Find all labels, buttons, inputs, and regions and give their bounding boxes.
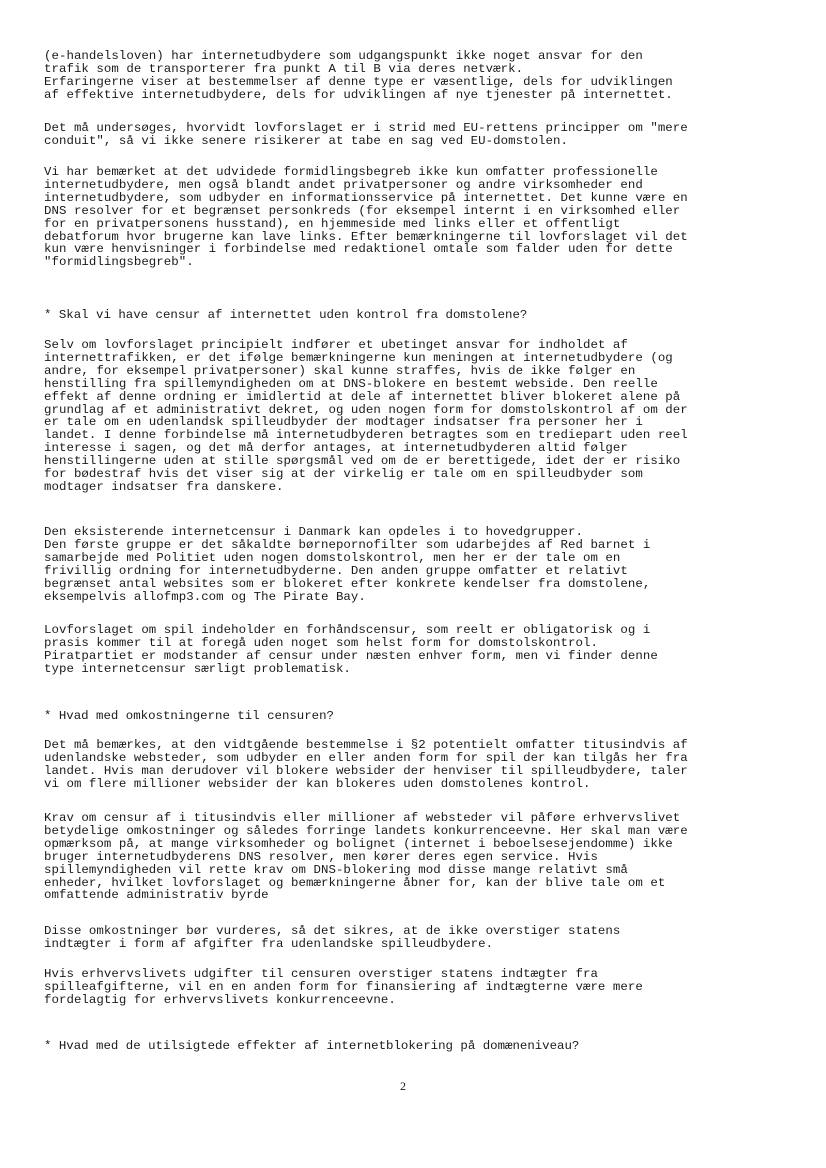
page-number: 2 — [400, 1079, 406, 1093]
paragraph-ubetinget-ansvar: Selv om lovforslaget principielt indfører et ubetinget ansvar for indholdet af internettrafikken, er det ifølge bemærkningerne kun meningen at internetudbydere (og andre, for eksempel privatpersoner) skal kunne straffes, hvis de ikke følger en henstilling fra spillemyndigheden om at DNS-blokere en bestemt webside. Den reelle effekt af denne ordning er imidlertid at dele af internettet bliver blokeret alene på grundlag af et administrativt dekret, og uden nogen form for domstolskontrol af om der er tale om en udenlandsk spilleudbyder der modtager indsatser fra personer her i landet. I denne forbindelse må internetudbyderen betragtes som en trediepart uden reel interesse i sagen, og det må derfor antages, at internetudbyderen altid følger henstillingerne uden at stille spørgsmål ved om de er berettigede, idet der er risiko for bødestraf hvis det viser sig at der virkelig er tale om en spilleudbyder som modtager indsatser fra danskere. — [44, 338, 688, 494]
paragraph-formidlingsbegreb: Vi har bemærket at det udvidede formidlingsbegreb ikke kun omfatter professionelle internetudbydere, men også blandt andet privatpersoner og andre virksomheder end internetudbydere, som udbyder en informationsservice på internettet. Det kunne være en DNS resolver for et begrænset personkreds (for eksempel internt i en virksomhed eller for en privatpersonens husstand), en hjemmeside med links eller et offentligt debatforum hvor brugerne kan lave links. Efter bemærkningerne til lovforslaget vil det kun være henvisninger i forbindelse med redaktionel omtale som falder uden for dette "formidlingsbegreb". — [44, 165, 688, 270]
section-heading-censur-domstole: * Skal vi have censur af internettet uden kontrol fra domstolene? — [44, 308, 528, 322]
section-heading-utilsigtede-effekter: * Hvad med de utilsigtede effekter af internetblokering på domæneniveau? — [44, 1039, 580, 1053]
section-heading-omkostninger: * Hvad med omkostningerne til censuren? — [44, 709, 334, 723]
paragraph-forhaandscensur: Lovforslaget om spil indeholder en forhåndscensur, som reelt er obligatorisk og i prasis kommer til at foregå uden noget som helst form for domstolskontrol. Piratpartiet er modstander af censur under næsten enhver form, men vi finder denne type internetcensur særligt problematisk. — [44, 623, 658, 676]
paragraph-e-handelsloven: (e-handelsloven) har internetudbydere som udgangspunkt ikke noget ansvar for den trafik som de transporterer fra punkt A til B via deres netværk. Erfaringerne viser at bestemmelser af denne type er væsentlige, dels for udviklingen af effektive internetudbydere, dels for udviklingen af nye tjenester på internettet. — [44, 49, 673, 102]
paragraph-eksisterende-censur: Den eksisterende internetcensur i Danmark kan opdeles i to hovedgrupper. Den første gruppe er det såkaldte børnepornofilter som udarbejdes af Red barnet i samarbejde med Politiet uden nogen domstolskontrol, men her er der tale om en frivillig ordning for internetudbyderne. Den anden gruppe omfatter et relativt begrænset antal websites som er blokeret efter konkrete kendelser fra domstolene, eksempelvis allofmp3.com og The Pirate Bay. — [44, 525, 651, 604]
paragraph-paragraf-2: Det må bemærkes, at den vidtgående bestemmelse i §2 potentielt omfatter titusindvis af udenlandske websteder, som udbyder en eller anden form for spil der kan tilgås her fra landet. Hvis man derudover vil blokere websider der henviser til spilleudbydere, taler vi om flere millioner websider der kan blokeres uden domstolenes kontrol. — [44, 738, 688, 791]
paragraph-krav-om-censur: Krav om censur af i titusindvis eller millioner af websteder vil påføre erhvervslivet betydelige omkostninger og således forringe landets konkurrenceevne. Her skal man være opmærksom på, at mange virksomheder og bolignet (internet i beboelsesejendomme) ikke bruger internetudbyderens DNS resolver, men kører deres egen service. Hvis spillemyndigheden vil rette krav om DNS-blokering mod disse mange relativt små enheder, hvilket lovforslaget og bemærkningerne åbner for, kan der blive tale om et omfattende administrativ byrde — [44, 811, 688, 903]
paragraph-mere-conduit: Det må undersøges, hvorvidt lovforslaget er i strid med EU-rettens principper om "mere conduit", så vi ikke senere risikerer at tabe en sag ved EU-domstolen. — [44, 121, 688, 148]
paragraph-vurdering: Disse omkostninger bør vurderes, så det sikres, at de ikke overstiger statens indtægter i form af afgifter fra udenlandske spilleudbydere. — [44, 924, 621, 951]
paragraph-udgifter: Hvis erhvervslivets udgifter til censuren overstiger statens indtægter fra spilleafgifterne, vil en en anden form for finansiering af indtægterne være mere fordelagtig for erhvervslivets konkurrenceevne. — [44, 967, 643, 1007]
